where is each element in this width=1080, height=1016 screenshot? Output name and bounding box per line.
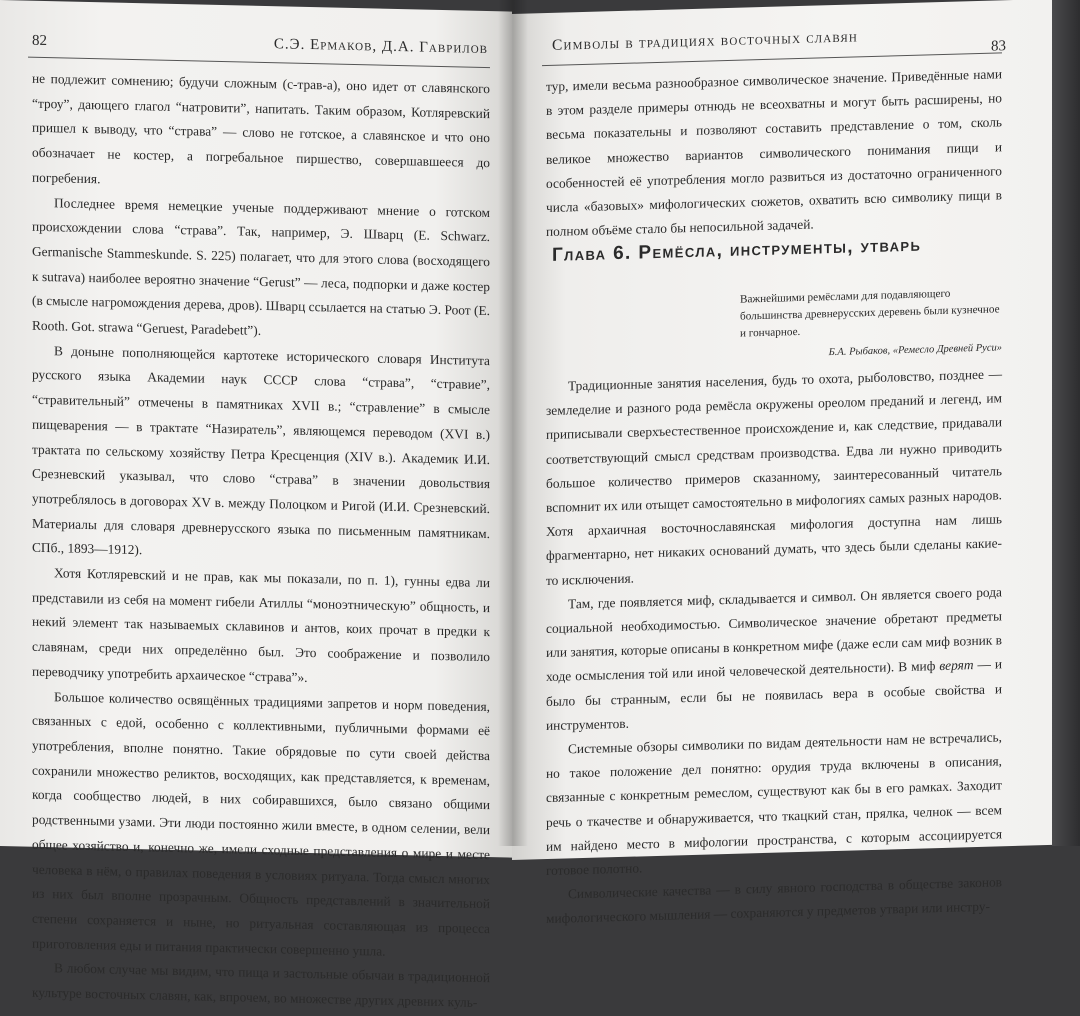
left-paragraph: не подлежит сомнению; будучи сложным (с-трав-а), оно идет от славянского “троу”, дающего глагол “натровити”, напитать. Таким образом, Котляревский пришел к выводу, что “страва” — слово не готское, а славянское и что оно обозначает не костер, а погребальное пиршество, совершавшееся до погребения. [32,70,490,187]
left-paragraph: Последнее время немецкие ученые поддерживают мнение о готском происхождении слова “страва”. Так, например, Э. Шварц (E. Schwarz. Germanische Stammeskunde. S. 225) полагает, что для этого слова (восходящего к sutrava) наиболее вероятно значение “Gerust” — леса, подпорки и даже костер (в смысле нагромождения дерева, дров). Шварц ссылается на статью Э. Роот (E. Rooth. Got. strawa “Geruest, Paradebett”). [32,194,490,338]
chapter-title: Глава 6. Ремёсла, инструменты, утварь [552,234,922,266]
right-page-number: 83 [991,38,1006,55]
epigraph-text: Важнейшими ремёслами для подавляющего большинства древнерусских деревень были кузнечное и гончарное. [740,287,1000,340]
right-running-head-title: Символы в традициях восточных славян [552,28,859,54]
right-page [512,0,1052,927]
right-page-body [546,362,1002,931]
epigraph-attribution: Б.А. Рыбаков, «Ремесло Древней Руси» [828,342,1002,359]
left-paragraph: Хотя Котляревский и не прав, как мы показали, по п. 1), гунны едва ли представили из себя на момент гибели Атиллы “моноэтническую” общность, и некий элемент так называемых склавинов и антов, коих прочат в предки к славянам, среди них определённо был. Это соображение и позволило переводчику употребить архаическое “страва”». [32,565,490,685]
right-running-header [546,24,1012,63]
epigraph [740,284,1002,363]
right-paragraph: Традиционные занятия населения, будь то охота, рыболовство, позднее — земледелие и разного рода ремёсла окружены ореолом преданий и легенд, им приписывали сверхъестественное происхождение и, как следствие, придавали соответствующий смысл средствам производства. Едва ли нужно приводить большое количество примеров сказанному, заинтересованный читатель вспомнит их или отыщет самостоятельно в мифологиях самых разных народов. Хотя архаичная восточнославянская мифология доступна нам лишь фрагментарно, нет никаких оснований думать, что здесь были сделаны какие-то исключения. [546,366,1002,588]
right-paragraph-part: Там, где появляется миф, складывается и символ. Он является своего рода социальной необходимостью. Символическое значение обретают предметы или занятия, которые описаны в конкретном мифе (даже если сам миф возник в ходе осмысления той или иной человеческой деятельности). В миф [546,584,1002,685]
left-running-head-authors: С.Э. Ермаков, Д.А. Гаврилов [273,36,488,58]
left-page [0,0,512,1010]
right-paragraph [546,580,1002,738]
right-top-paragraph: тур, имели весьма разнообразное символическое значение. Приведённые нами в этом разделе примеры отнюдь не всеохватны и могут быть расширены, но весьма показательны и позволяют составить представление о том, сколь великое множество вариантов символического понимания пищи и особенностей её употребления могло развиться из достаточно ограниченного числа «базовых» мифологических сюжетов, охватить всю символику пищи в полном объёме стало бы непосильной задачей. [546,66,1002,240]
background-edge [1052,0,1080,846]
right-paragraph: Символические качества — в силу явного господства в обществе законов мифологического мышления — сохраняются у предметов утвари или инстру- [546,874,1002,927]
left-paragraph: В доныне пополняющейся картотеке исторического словаря Института русского языка Академии наук СССР слова “страва”, “стравие”, “стравительный” отмечены в памятниках XVII в.; “стравление” в смысле пищеварения — в трактате “Назиратель”, являющемся переводом (XVI в.) трактата по сельскому хозяйству Петра Кресценция (XIV в.). Академик И.И. Срезневский указывал, что слово “страва” в значении довольствия употреблялось в договорах XV в. между Полоцком и Ригой (И.И. Срезневский. Материалы для словаря древнерусского языка по письменным памятникам. СПб., 1893—1912). [32,342,490,558]
left-paragraph: В любом случае мы видим, что пища и застольные обычаи в традиционной культуре восточных славян, как, впрочем, во множестве других древних куль- [32,960,490,1010]
left-page-text [32,67,490,1016]
left-paragraph: Большое количество освящённых традициями запретов и норм поведения, связанных с едой, особенно с коллективными, публичными формами её употребления, вполне понятно. Такие обрядовые по сути своей действа сохранили множество реликтов, восходящих, как представляется, к временам, когда сообщество людей, в них собиравшихся, было связано общими родственными узами. Эти люди постоянно жили вместе, в одном селении, вели общее хозяйство и, конечно же, имели сходные представления о мире и месте человека в нём, о правилах поведения в условиях ритуала. Тогда смысл многих из них был вполне прозрачным. Общность представлений в значительной степени сохраняется и ныне, но ритуальная составляющая из процесса приготовления еды и питания практически совершенно ушла. [32,688,490,959]
emphasized-word: верят [939,657,974,674]
left-page-number: 82 [32,32,47,50]
right-page-top-text [546,62,1002,244]
right-paragraph: Системные обзоры символики по видам деятельности нам не встречались, но такое положение дел понятно: орудия труда включены в описания, связанные с конкретным ремеслом, существуют как бы в его рамках. Заходит речь о ткачестве и обнаруживается, что ткацкий стан, прялка, челнок — всем им найдено место в мифологии пространства, с которым ассоциируется готовое полотно. [546,729,1002,879]
right-paragraph-part: — и было бы странным, если бы не появилась вера в особые свойства и инструментов. [546,656,1002,733]
